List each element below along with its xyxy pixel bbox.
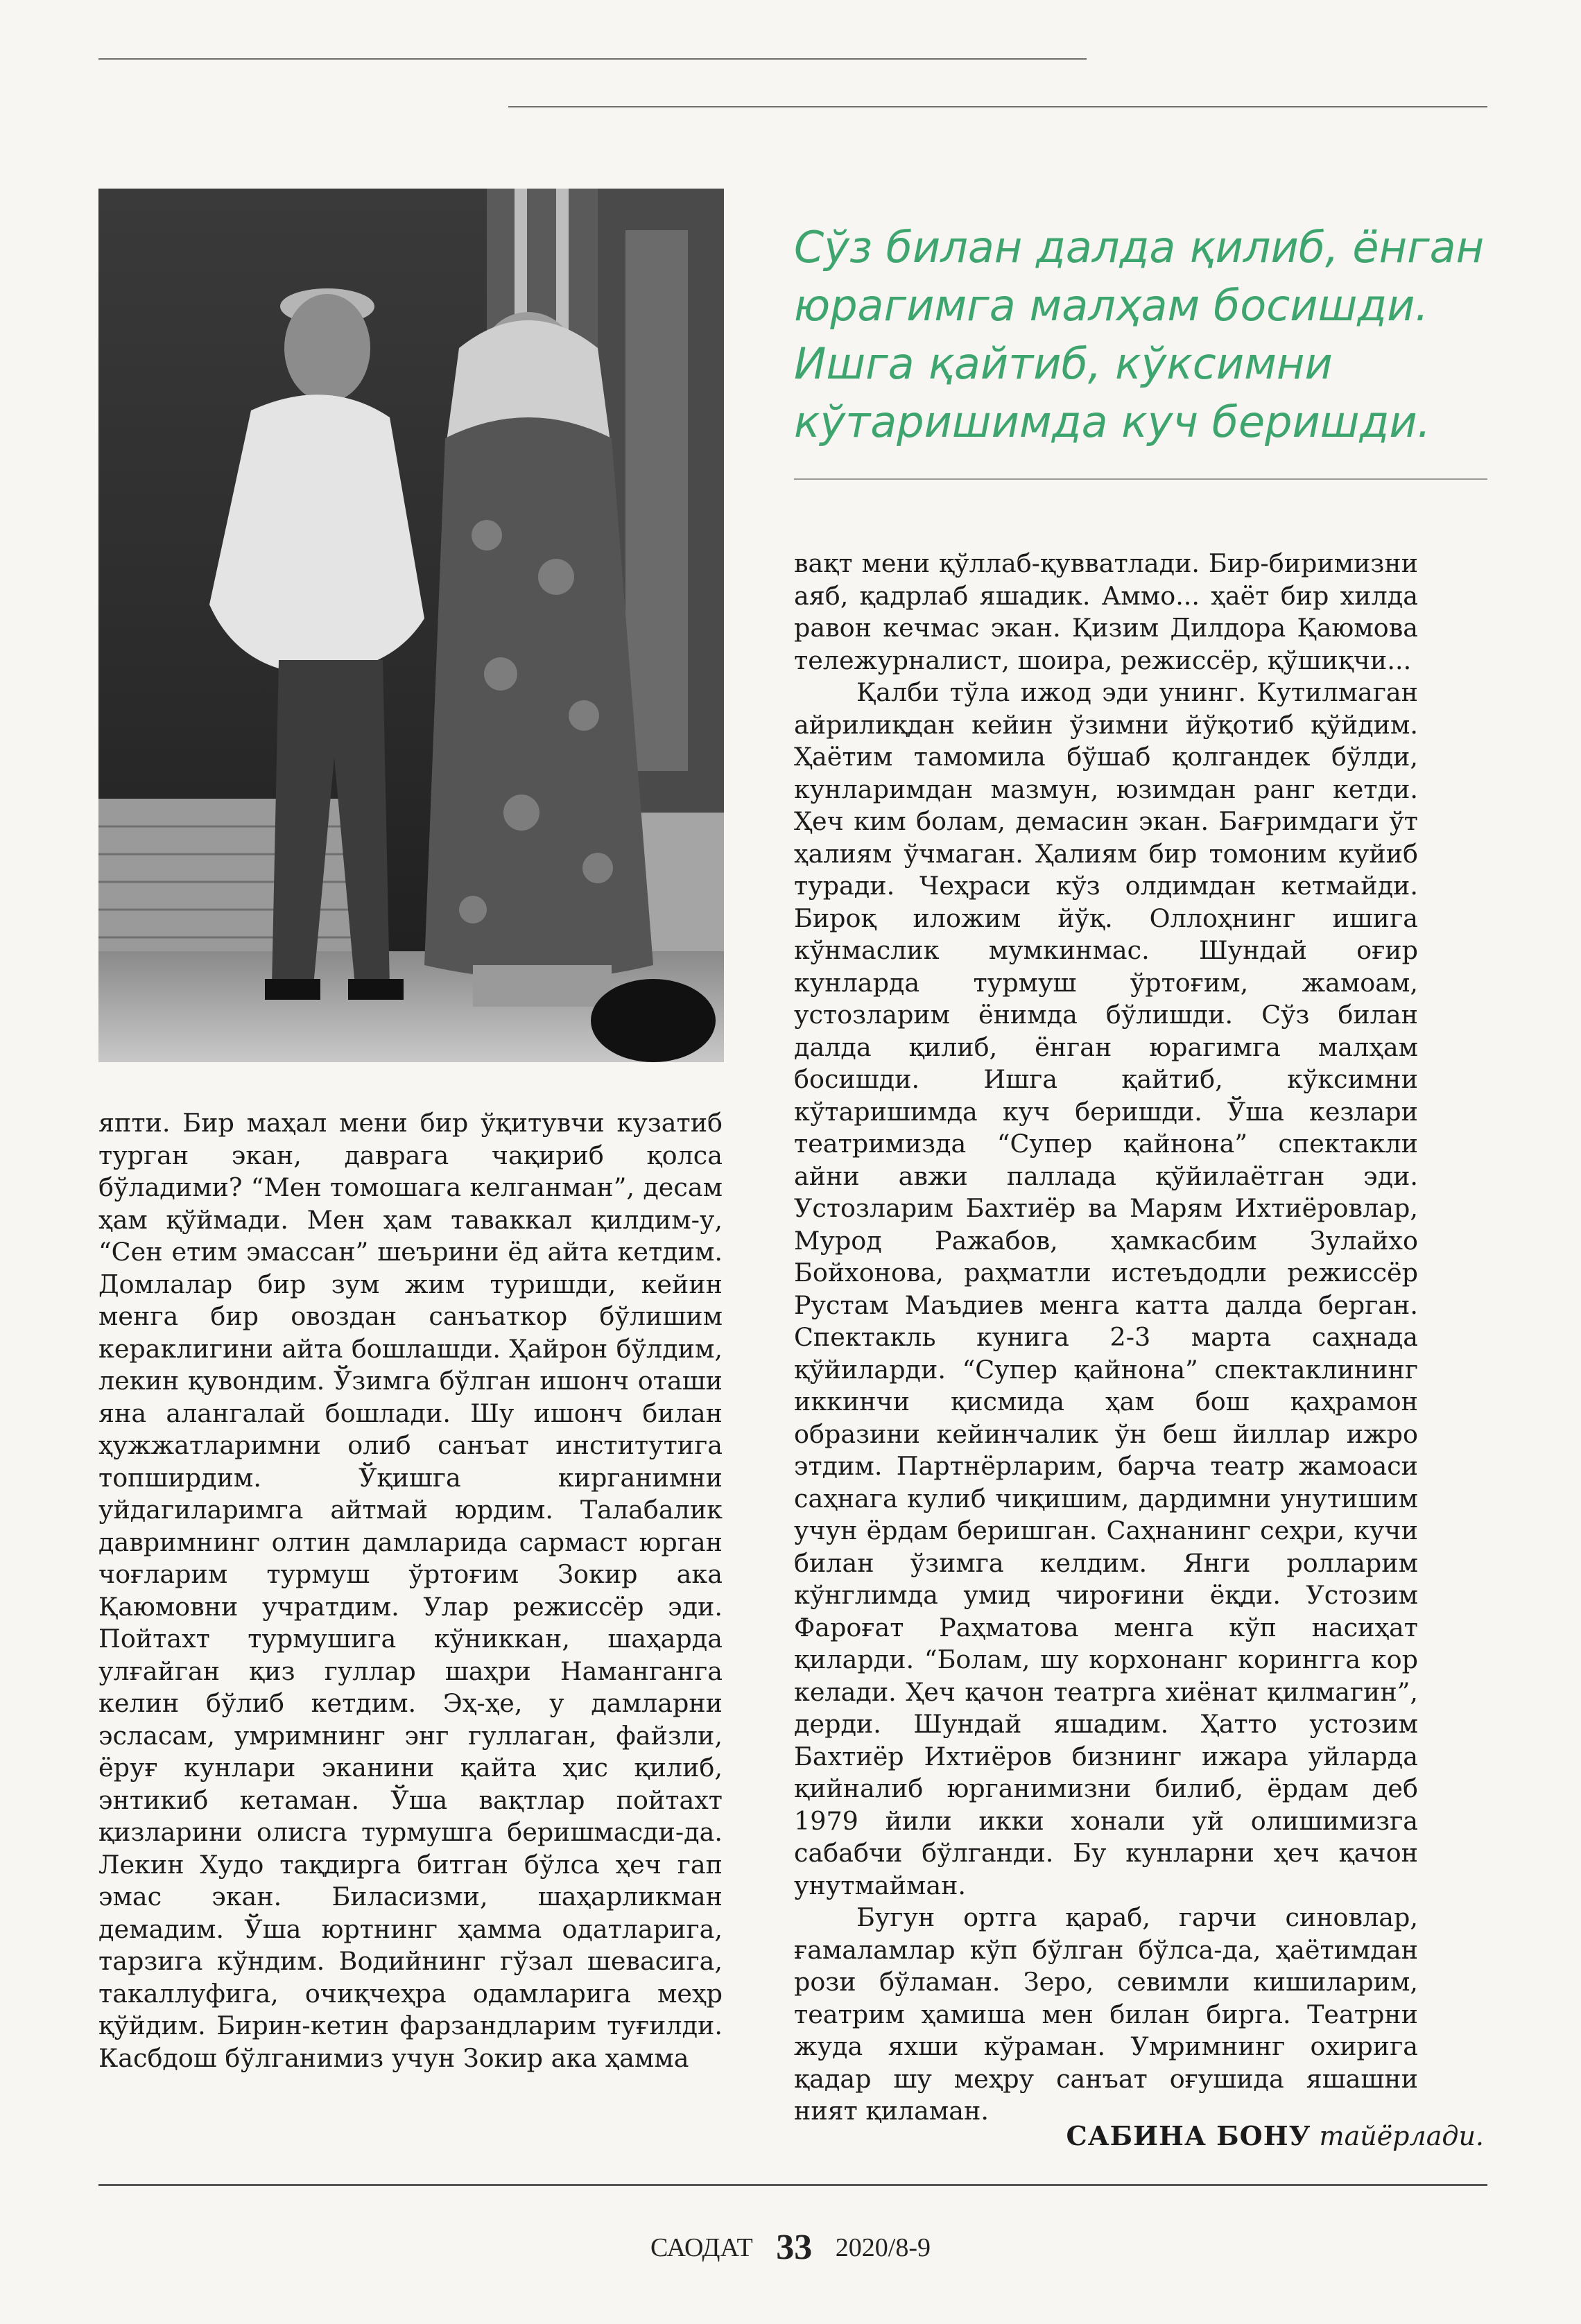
paragraph: япти. Бир маҳал мени бир ўқитувчи кузатиб турган экан, даврага чақириб қолса бўладими? “Мен томошага келганман”, десам ҳам қўймади. Мен ҳам таваккал қилдим-у, “Сен етим эмассан” шеърини ёд айта кетдим. Домлалар бир зум жим туришди, кейин менга бир овоздан санъаткор бўлишим кераклигини айта бошлашди. Ҳайрон бўлдим, лекин қувондим. Ўзимга бўлган ишонч оташи яна алангалай бошлади. Шу ишонч билан ҳужжатларимни олиб санъат институтига топширдим. Ўқишга кирганимни уйдагиларимга айтмай юрдим. Талабалик давримнинг олтин дамларида сармаст юрган чоғларим турмуш ўртоғим Зокир ака Қаюмовни учратдим. Улар режиссёр эди. Пойтахт турмушига кўниккан, шаҳарда улғайган қиз гуллар шаҳри Наманганга келин бўлиб кетдим. Эҳ-ҳе, у дамларни эсласам, умримнинг энг гуллаган, файзли, ёруғ кунлари эканини қайта ҳис қилиб, энтикиб кетаман. Ўша вақтлар пойтахт қизларини олисга турмушга беришмасди-да. Лекин Худо тақдирга битган бўлса ҳеч гап эмас экан. Биласизми, шаҳарликман демадим. Ўша юртнинг ҳамма одатларига, тарзига кўндим. Водийнинг гўзал шевасига, такаллуфига, очиқчеҳра одамларига меҳр қўйдим. Бирин-кетин фарзандларим туғилди. Касбдош бўлганимиз учун Зокир ака ҳамма [98, 1108, 723, 2073]
article-column-right [794, 548, 1418, 2128]
author-signature [1066, 2120, 1484, 2151]
header-rule-top [98, 58, 1087, 60]
page-number: 33 [776, 2228, 813, 2267]
page-footer [0, 2227, 1581, 2268]
magazine-name: САОДАТ [650, 2233, 753, 2262]
author-role: тайёрлади. [1319, 2121, 1484, 2151]
pull-quote: Сўз билан далда қилиб, ёнган юрагимга малҳам босишди. Ишга қайтиб, кўксимни кўтаришимда куч беришди. [794, 222, 1485, 447]
stage-photo [98, 189, 724, 1062]
theatre-scene-illustration [98, 189, 724, 1062]
issue-number: 2020/8-9 [835, 2233, 931, 2262]
article-column-left [98, 1107, 723, 2074]
footer-rule [98, 2184, 1487, 2186]
pull-quote-divider [794, 478, 1487, 480]
header-rule-bottom [508, 106, 1487, 107]
paragraph: Бугун ортга қараб, гарчи синовлар, ғамаламлар кўп бўлган бўлса-да, ҳаётимдан рози бўламан. Зеро, севимли кишиларим, театрим ҳамиша мен билан бирга. Театрни жуда яхши кўраман. Умримнинг охирига қадар шу меҳру санъат оғушида яшашни ният қиламан. [794, 1902, 1418, 2126]
paragraph: Қалби тўла ижод эди унинг. Кутилмаган айрилиқдан кейин ўзимни йўқотиб қўйдим. Ҳаётим тамомила бўшаб қолгандек бўлди, кунларимдан мазмун, юзимдан ранг кетди. Ҳеч ким болам, демасин экан. Бағримдаги ўт ҳалиям ўчмаган. Ҳалиям бир томоним куйиб туради. Чеҳраси кўз олдимдан кетмайди. Бироқ иложим йўқ. Оллоҳнинг ишига кўнмаслик мумкинмас. Шундай оғир кунларда турмуш ўртоғим, жамоам, устозларим ёнимда бўлишди. Сўз билан далда қилиб, ёнган юрагимга малҳам босишди. Ишга қайтиб, кўксимни кўтаришимда куч беришди. Ўша кезлари театримизда “Супер қайнона” спектакли айни авжи паллада қўйилаётган эди. Устозларим Бахтиёр ва Марям Ихтиёровлар, Мурод Ражабов, ҳамкасбим Зулайхо Бойхонова, раҳматли истеъдодли режиссёр Рустам Маъдиев менга катта далда берган. Спектакль кунига 2-3 марта саҳнада қўйиларди. “Супер қайнона” спектаклининг иккинчи қисмида ҳам бош қаҳрамон образини кейинчалик ўн беш йиллар ижро этдим. Партнёрларим, барча театр жамоаси саҳнага кулиб чиқишим, дардимни унутишим учун ёрдам беришган. Саҳнанинг сеҳри, кучи билан ўзимга келдим. Янги ролларим кўнглимда умид чироғини ёқди. Устозим Фароғат Раҳматова менга кўп насиҳат қиларди. “Болам, шу корхонанг корингга кор келади. Ҳеч қачон театрга хиёнат қилмагин”, дерди. Шундай яшадим. Ҳатто устозим Бахтиёр Ихтиёров бизнинг ижара уйларда қийналиб юрганимизни билиб, ёрдам деб 1979 йили икки хонали уй олишимизга сабабчи бўлганди. Бу кунларни ҳеч қачон унутмайман. [794, 677, 1418, 1900]
paragraph: вақт мени қўллаб-қувватлади. Бир-биримизни аяб, қадрлаб яшадик. Аммо... ҳаёт бир хилда равон кечмас экан. Қизим Дилдора Қаюмова тележурналист, шоира, режиссёр, қўшиқчи... [794, 548, 1418, 675]
author-name: САБИНА БОНУ [1066, 2120, 1311, 2151]
